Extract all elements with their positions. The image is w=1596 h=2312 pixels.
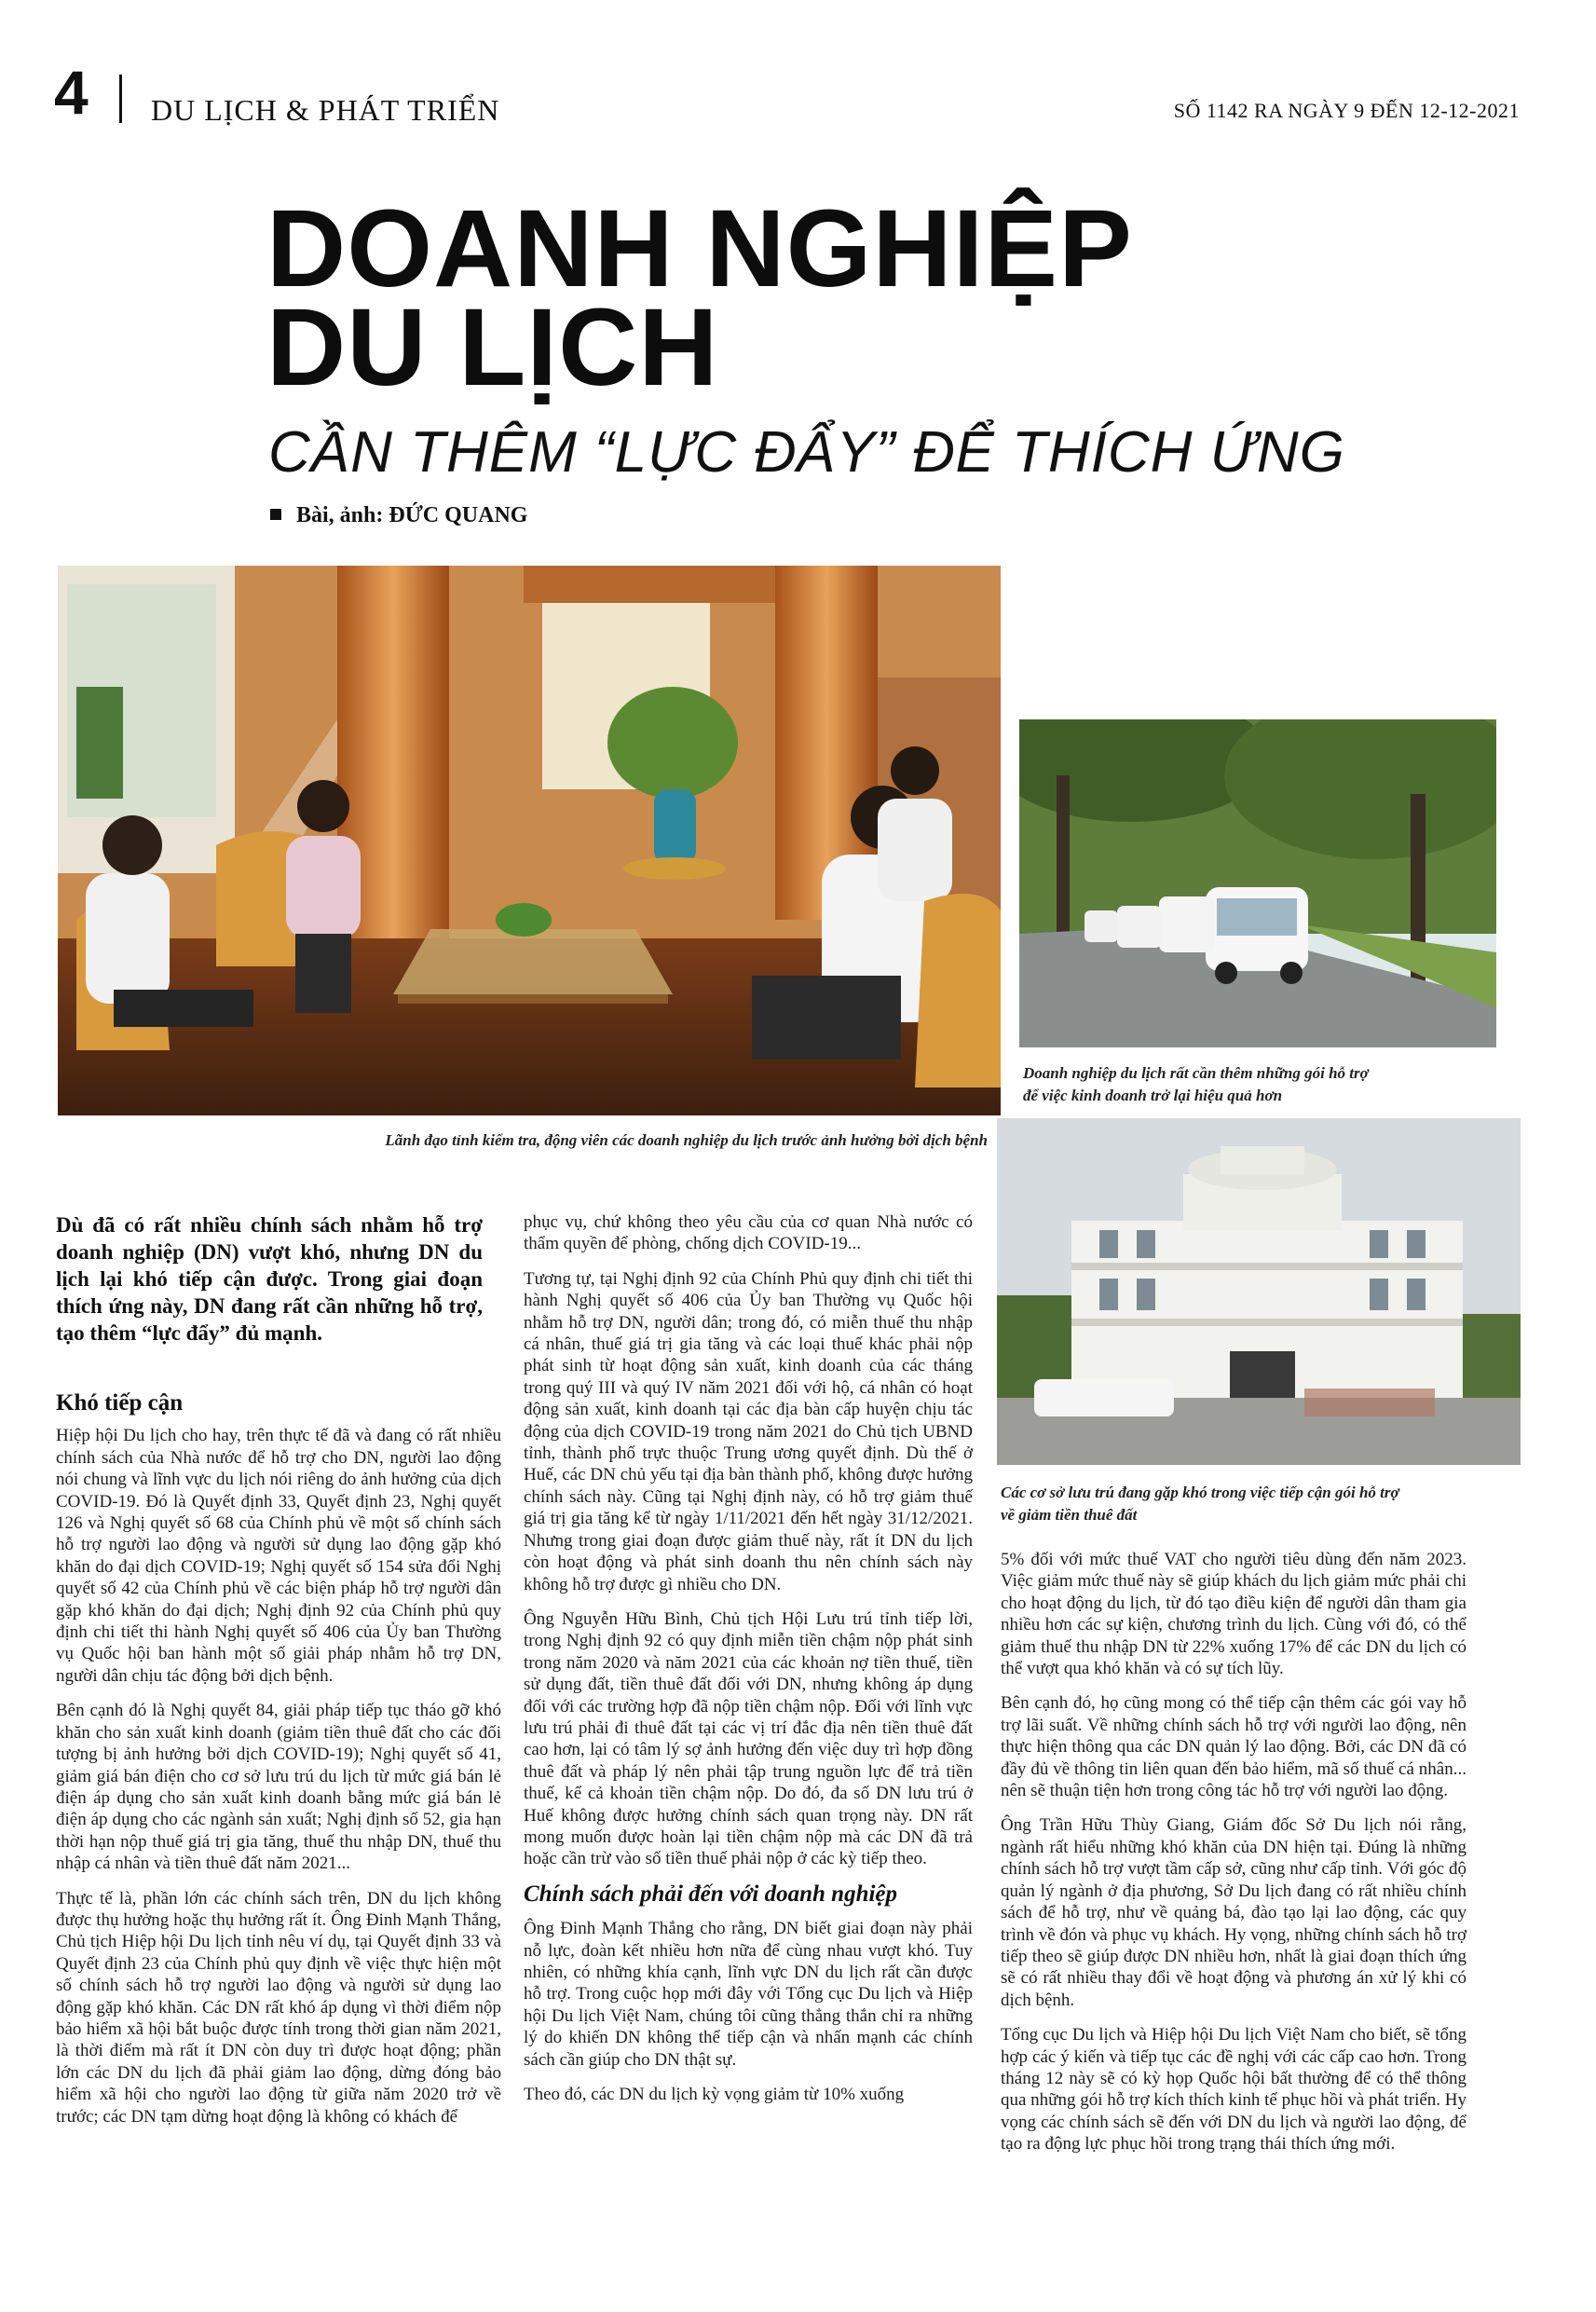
col2-paragraph-1: phục vụ, chứ không theo yêu cầu của cơ quan Nhà nước có thẩm quyền để phòng, chống dịch COVID-19... [524,1212,973,1254]
cars-photo-caption [1023,1062,1507,1107]
building-photo-caption [1001,1482,1522,1526]
column-2 [524,1211,973,2118]
byline-author: ĐỨC QUANG [389,503,528,527]
building-caption-line-1: Các cơ sở lưu trú đang gặp khó trong việc tiếp cận gói hỗ trợ [1001,1484,1399,1501]
col3-paragraph-3: Ông Trần Hữu Thùy Giang, Giám đốc Sở Du lịch nói rằng, ngành rất hiểu những khó khăn của DN hiện tại. Đúng là những chính sách hỗ trợ vượt tầm cấp sở, cũng như cấp tỉnh. Với góc độ quản lý ngành ở địa phương, Sở Du lịch đang có rất nhiều chính sách để hỗ trợ, như về quảng bá, đào tạo lại lao động, các quy trình về đón và phục vụ khách. Hy vọng, những chính sách hỗ trợ tiếp theo sẽ giúp được DN nhiều hơn, nhất là giai đoạn thích ứng sẽ có rất nhiều thay đổi về hoạt động và phương án xử lý khi có dịch bệnh. [1001,1815,1466,2010]
lobby-meeting-image [58,566,1001,1115]
byline [270,503,527,528]
col2-paragraph-2: Tương tự, tại Nghị định 92 của Chính Phủ quy định chi tiết thi hành Nghị quyết số 406 của Ủy ban Thường vụ Quốc hội nhằm hỗ trợ DN, người dân; trong đó, có miễn thuế thu nhập cá nhân, thuế giá trị gia tăng và các loại thuế khác phải nộp phát sinh từ hoạt động sản xuất, kinh doanh của các tháng trong quý III và quý IV năm 2021 đối với hộ, cá nhân có hoạt động sản xuất, kinh doanh tại các địa bàn cấp huyện chịu tác động của dịch COVID-19 trong năm 2021 do Chủ tịch UBND tỉnh, thành phố trực thuộc Trung ương quyết định. Dù thế ở Huế, các DN chủ yếu tại địa bàn thành phố, không được hưởng chính sách này. Cũng tại Nghị định này, có hỗ trợ giảm thuế giá trị gia tăng kể từ ngày 1/11/2021 đến hết ngày 31/12/2021. Nhưng trong giai đoạn được giảm thuế này, rất ít DN du lịch còn hoạt động và phát sinh doanh thu nên chính sách này không hỗ trợ được gì nhiều cho DN. [524,1268,973,1594]
hotel-building-image [997,1118,1521,1465]
lead-paragraph: Dù đã có rất nhiều chính sách nhằm hỗ trợ doanh nghiệp (DN) vượt khó, nhưng DN du lịch lại khó tiếp cận được. Trong giai đoạn thích ứng này, DN đang rất cần những hỗ trợ, tạo thêm “lực đẩy” đủ mạnh. [56,1213,483,1345]
col2-paragraph-4: Ông Đinh Mạnh Thắng cho rằng, DN biết giai đoạn này phải nỗ lực, đoàn kết nhiều hơn nữa để cùng nhau vượt khó. Tuy nhiên, có những khía cạnh, lĩnh vực DN du lịch rất cần được hỗ trợ. Trong cuộc họp mới đây với Tổng cục Du lịch và Hiệp hội Du lịch Việt Nam, chúng tôi cũng thẳng thắn chỉ ra những lý do khiến DN không thể tiếp cận và nhấn mạnh các chính sách cần giúp cho DN thật sự. [524,1919,973,2070]
main-photo-caption: Lãnh đạo tỉnh kiểm tra, động viên các doanh nghiệp du lịch trước ảnh hưởng bởi dịch bệnh [385,1131,988,1149]
cars-photo [1019,719,1496,1047]
col1-paragraph-2: Bên cạnh đó là Nghị quyết 84, giải pháp tiếp tục tháo gỡ khó khăn cho sản xuất kinh doanh (giảm tiền thuê đất cho các đối tượng bị ảnh hưởng bởi dịch COVID-19); Nghị quyết số 41, giảm giá bán điện cho cơ sở lưu trú du lịch từ mức giá bán lẻ điện áp dụng cho sản xuất kinh doanh bằng mức giá bán lẻ điện áp dụng cho các ngành sản xuất; Nghị định số 52, gia hạn thời hạn nộp thuế giá trị gia tăng, thuế thu nhập DN, thuế thu nhập cá nhân và tiền thuê đất năm 2021... [56,1701,501,1874]
tourist-cars-image [1019,719,1496,1047]
headline-line-2: DU LỊCH [266,286,719,409]
col2-paragraph-3: Ông Nguyễn Hữu Bình, Chủ tịch Hội Lưu trú tỉnh tiếp lời, trong Nghị định 92 có quy định miễn tiền chậm nộp phát sinh trong năm 2020 và năm 2021 của các khoản nợ tiền thuế, tiền sử dụng đất, tiền thuê đất đối với DN, nhưng không áp dụng đối với các trường hợp đã nộp tiền chậm nộp. Đối với lĩnh vực lưu trú phải đi thuê đất tại các vị trí đắc địa nên tiền thuê đất cao hơn, lại có tâm lý sợ ảnh hưởng đến việc duy trì hợp đồng thuê đất và pháp lý nên phải tập trung nguồn lực để trả tiền thuế, kể cả khoản tiền chậm nộp. Do đó, đa số DN lưu trú ở Huế không được hưởng chính sách quan trọng này. DN rất mong muốn được hoàn lại tiền chậm nộp mà các DN đã trả hoặc cần trừ vào số tiền thuế phải nộp ở các kỳ tiếp theo. [524,1608,973,1869]
main-photo [58,566,1001,1115]
subheadline: CẦN THÊM “LỰC ĐẨY” ĐỂ THÍCH ỨNG [268,420,1345,485]
col3-paragraph-4: Tổng cục Du lịch và Hiệp hội Du lịch Việt Nam cho biết, sẽ tổng hợp các ý kiến và tiếp tục các đề nghị với các cấp cao hơn. Trong tháng 12 này sẽ có kỳ họp Quốc hội bất thường để có thể thông qua những gói hỗ trợ kích thích kinh tế phục hồi và phát triển. Hy vọng các chính sách sẽ đến với DN du lịch và người lao động, để tạo ra động lực phục hồi trong trạng thái thích ứng mới. [1001,2025,1467,2155]
byline-bullet [270,509,281,520]
building-caption-line-2: về giảm tiền thuê đất [1001,1506,1138,1524]
building-photo [997,1118,1521,1465]
section-name: DU LỊCH & PHÁT TRIỂN [151,93,500,127]
col3-paragraph-1: 5% đối với mức thuế VAT cho người tiêu dùng đến năm 2023. Việc giảm mức thuế này sẽ giúp khách du lịch giảm mức phải chi cho hoạt động du lịch, từ đó tạo điều kiện để người dân tham gia nhiều hơn các sự kiện, chương trình du lịch. Cùng với đó, có thể giảm thuế thu nhập DN từ 22% xuống 17% để các DN du lịch có thể vượt qua khó khăn và có sự tích lũy. [1001,1550,1466,1679]
issue-info: SỐ 1142 RA NGÀY 9 ĐẾN 12-12-2021 [1173,99,1520,122]
cars-caption-line-1: Doanh nghiệp du lịch rất cần thêm những gói hỗ trợ [1023,1064,1369,1082]
header-divider [119,75,122,123]
page-number: 4 [54,58,89,127]
headline-line-1: DOANH NGHIỆP [266,187,1133,310]
column-3 [1001,1549,1466,2168]
heading-chinh-sach: Chính sách phải đến với doanh nghiệp [524,1881,898,1907]
cars-caption-line-2: để việc kinh doanh trở lại hiệu quả hơn [1023,1087,1283,1104]
heading-kho-tiep-can: Khó tiếp cận [56,1390,184,1416]
col2-paragraph-5: Theo đó, các DN du lịch kỳ vọng giảm từ 10% xuống [524,2085,905,2105]
headline [266,187,1552,409]
col1-paragraph-1: Hiệp hội Du lịch cho hay, trên thực tế đã và đang có rất nhiều chính sách của Nhà nước để hỗ trợ cho DN, người lao động nói chung và lĩnh vực du lịch nói riêng do ảnh hưởng của dịch COVID-19. Đó là Quyết định 33, Quyết định 23, Nghị quyết 126 và Nghị quyết số 68 của Chính phủ về một số chính sách hỗ trợ người lao động và người sử dụng lao động gặp khó khăn do đại dịch COVID-19; Nghị quyết số 154 sửa đổi Nghị quyết số 42 của Chính phủ về các biện pháp hỗ trợ người dân gặp khó khăn do đại dịch; Nghị định 92 của Chính phủ quy định chi tiết thi hành Nghị quyết số 406 của Ủy ban Thường vụ Quốc hội ban hành một số giải pháp nhằm hỗ trợ DN, người dân chịu tác động bởi dịch bệnh. [56,1426,501,1686]
byline-label: Bài, ảnh: [296,503,384,527]
column-1 [56,1392,501,2141]
col1-paragraph-3: Thực tế là, phần lớn các chính sách trên, DN du lịch không được thụ hưởng hoặc thụ hưởng rất ít. Ông Đinh Mạnh Thắng, Chủ tịch Hiệp hội Du lịch tỉnh nêu ví dụ, tại Quyết định 33 và Quyết định 23 của Chính phủ quy định về việc thực hiện một số chính sách hỗ trợ người lao động và người sử dụng lao động gặp khó khăn. Các DN rất khó áp dụng vì thời điểm nộp bảo hiểm xã hội bắt buộc được tính trong thời gian năm 2021, là thời điểm mà rất ít DN còn duy trì được hoạt động; phần lớn các DN du lịch đã phải giảm lao động, dừng đóng bảo hiểm xã hội cho người lao động từ giữa năm 2020 trở về trước; các DN tạm dừng hoạt động là không có khách để [56,1888,501,2127]
col3-paragraph-2: Bên cạnh đó, họ cũng mong có thể tiếp cận thêm các gói vay hỗ trợ lãi suất. Về những chính sách hỗ trợ với người lao động, nên thực hiện thông qua các DN quản lý lao động. Bởi, các DN đã có đầy đủ về thông tin liên quan đến bảo hiểm, mã số thuế cá nhân... nên sẽ thuận tiện hơn trong công tác hỗ trợ với người lao động. [1001,1693,1466,1801]
